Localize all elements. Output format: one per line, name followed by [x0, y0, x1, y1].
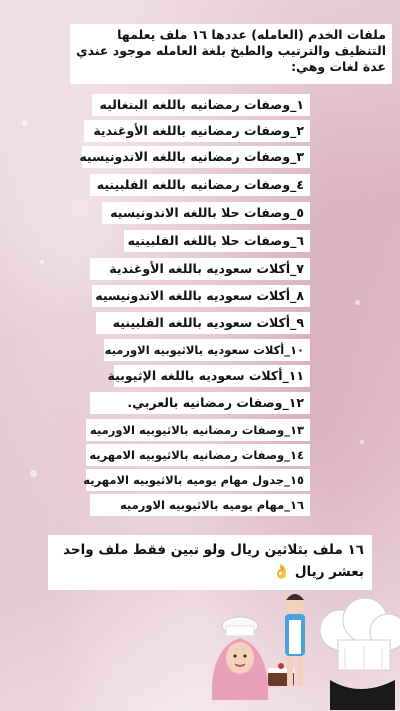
- bg-speck: [40, 260, 44, 264]
- bg-speck: [22, 120, 28, 126]
- chef-hat-illustration: [320, 598, 400, 710]
- chefs-illustration: [0, 580, 400, 711]
- list-item: ٦_وصفات حلا باللغه الفلبينيه: [124, 230, 310, 252]
- list-item: ١_وصفات رمضانيه باللغه البنغاليه: [92, 94, 310, 116]
- offer-text: ١٦ ملف بثلاثين ريال ولو تبين فقط ملف واحد بعشر ريال 👌: [48, 535, 372, 590]
- list-item: ٧_أكلات سعوديه باللغه الأوغندية: [90, 258, 310, 280]
- list-item: ١٢_وصفات رمضانيه بالعربي.: [90, 392, 310, 414]
- list-item: ٨_أكلات سعوديه باللغه الاندونيسيه: [92, 285, 310, 307]
- list-item: ٣_وصفات رمضانيه باللغه الاندونيسيه: [82, 146, 310, 168]
- chef-woman-illustration: [212, 617, 294, 700]
- list-item: ٢_وصفات رمضانيه باللغه الأوغندية: [84, 120, 310, 142]
- bg-speck: [355, 300, 360, 305]
- intro-text: ملفات الخدم (العامله) عددها ١٦ ملف يعلمها التنظيف والترتيب والطبخ بلغة العامله موجود عندي عدة لغات وهي:: [70, 24, 392, 84]
- list-item: ٥_وصفات حلا باللغه الاندونيسيه: [102, 202, 310, 224]
- list-item: ٩_أكلات سعوديه باللغه الفلبينيه: [96, 312, 310, 334]
- list-item: ١٣_وصفات رمضانيه بالاثيوبيه الاورميه: [86, 419, 310, 441]
- chef-girl-illustration: [285, 594, 305, 686]
- list-item: ٤_وصفات رمضانيه باللغه الفلبينيه: [90, 174, 310, 196]
- bg-speck: [30, 470, 37, 477]
- list-item: ١٤_وصفات رمضانيه بالاثيوبيه الامهريه: [86, 444, 310, 466]
- list-item: ١٦_مهام يوميه بالاثيوبيه الاورميه: [90, 494, 310, 516]
- list-item: ١١_أكلات سعوديه باللغه الإثيوبية: [114, 365, 310, 387]
- bg-speck: [360, 440, 364, 444]
- list-item: ١٥_جدول مهام يوميه بالاثيوبيه الامهريه: [86, 469, 310, 491]
- list-item: ١٠_أكلات سعوديه بالاثيوبيه الاورميه: [104, 339, 310, 361]
